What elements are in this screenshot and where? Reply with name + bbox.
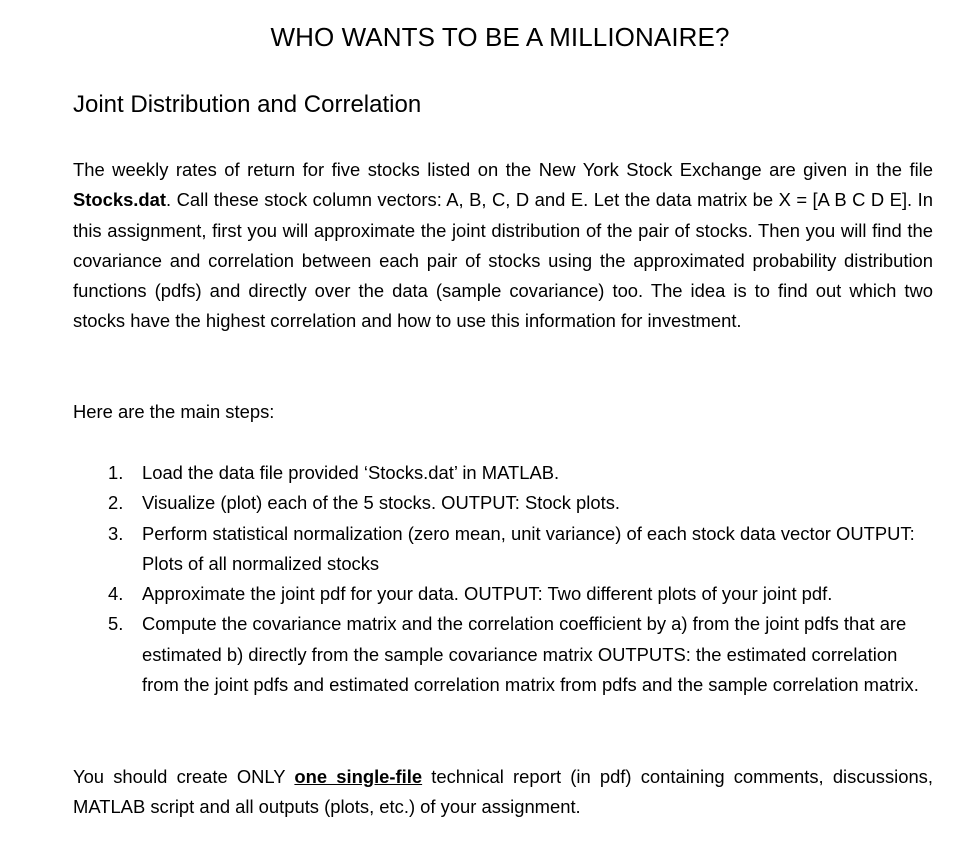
step-item: [0, 579, 932, 609]
steps-list: [0, 458, 940, 700]
step-item: [0, 519, 932, 580]
closing-text-part1: You should create ONLY: [73, 766, 295, 787]
step-text: Approximate the joint pdf for your data. OUTPUT: Two different plots of your joint pdf.: [142, 583, 833, 605]
page-title: WHO WANTS TO BE A MILLIONAIRE?: [270, 22, 730, 52]
steps-heading: Here are the main steps:: [73, 401, 275, 422]
step-text: Visualize (plot) each of the 5 stocks. OUTPUT: Stock plots.: [142, 492, 621, 514]
intro-filename: Stocks.dat: [73, 189, 167, 211]
step-number: 3.: [108, 522, 124, 544]
step-item: [0, 458, 932, 488]
step-number: 5.: [108, 613, 124, 635]
step-number: 1.: [108, 462, 124, 483]
closing-text-part2: technical report (in pdf) containing comments, discussions, MATLAB script and all outputs (plots, etc.) of your assignment.: [73, 766, 933, 818]
section-heading: Joint Distribution and Correlation: [73, 91, 422, 118]
step-text: Perform statistical normalization (zero mean, unit variance) of each stock data vector OUTPUT: Plots of all normalized stocks: [142, 522, 915, 574]
step-number: 2.: [108, 492, 124, 514]
step-text: Compute the covariance matrix and the correlation coefficient by a) from the joint pdfs that are estimated b) directly from the sample covariance matrix OUTPUTS: the estimated correlation from the joint pdfs and estimated correlation matrix from pdfs and the sample correlation matrix.: [142, 613, 919, 696]
intro-paragraph: [73, 155, 933, 337]
closing-paragraph: [73, 762, 933, 823]
step-number: 4.: [108, 583, 124, 605]
step-item: [0, 488, 932, 518]
intro-text-part2: . Call these stock column vectors: A, B, C, D and E. Let the data matrix be X = [A B C D E]. In this assignment, first you will approximate the joint distribution of the pair of stocks. Then you will find the covariance and correlation between each pair of stocks using the approximated probability distribution functions (pdfs) and directly over the data (sample covariance) too. The idea is to find out which two stocks have the highest correlation and how to use this information for investment.: [73, 189, 933, 332]
closing-emphasis: one single-file: [294, 766, 423, 787]
step-item: [0, 609, 932, 700]
step-text: Load the data file provided ‘Stocks.dat’ in MATLAB.: [142, 462, 560, 483]
intro-text-part1: The weekly rates of return for five stocks listed on the New York Stock Exchange are given in the file: [73, 159, 933, 180]
